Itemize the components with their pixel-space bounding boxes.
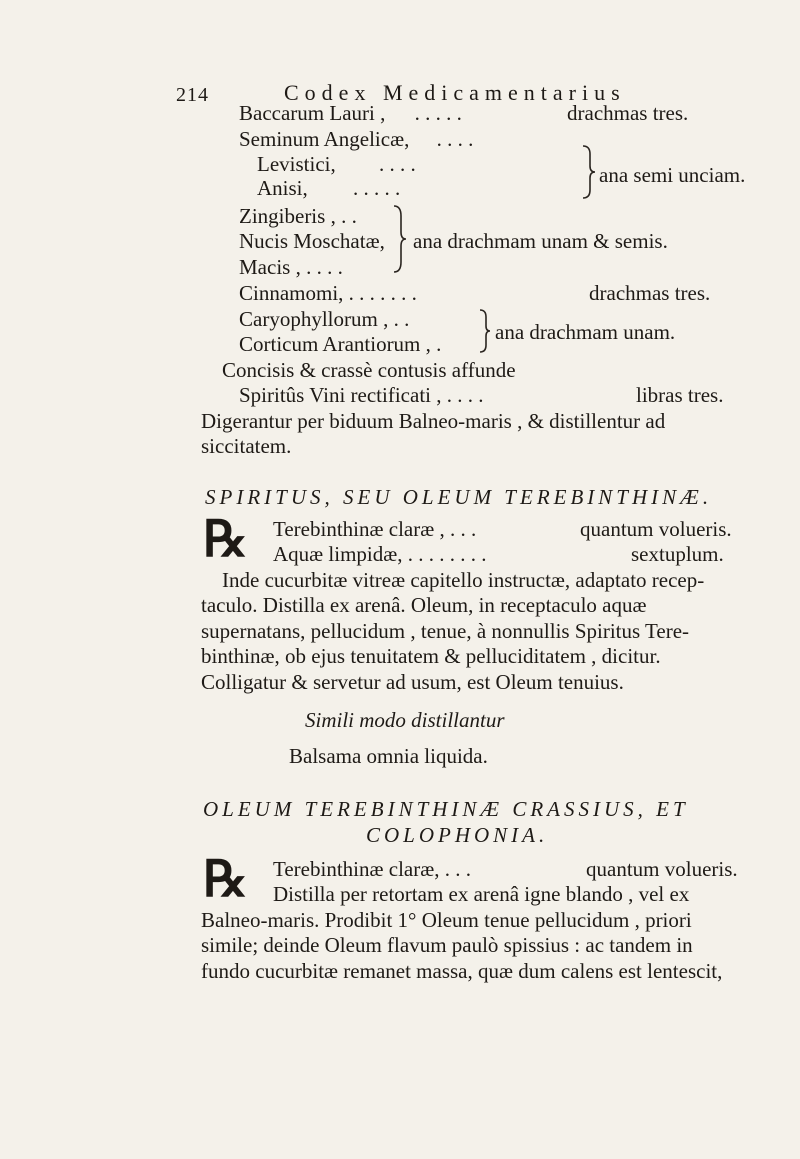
section-heading-continued: COLOPHONIA. — [366, 823, 549, 847]
ingredient-line — [257, 175, 400, 201]
ingredient-name: Aquæ limpidæ, . . . . . . . . — [273, 542, 487, 566]
dose-text: libras tres. — [636, 383, 724, 407]
paragraph-line: fundo cucurbitæ remanet massa, quæ dum calens est lentescit, — [201, 959, 723, 983]
ingredient-name: Caryophyllorum , . . — [239, 307, 410, 331]
leader-dots: . . . . . — [414, 101, 462, 125]
paragraph-line: Balsama omnia liquida. — [289, 744, 488, 768]
paragraph-line: taculo. Distilla ex arenâ. Oleum, in receptaculo aquæ — [201, 593, 647, 617]
ingredient-name: Cinnamomi, . . . . . . . — [239, 281, 417, 305]
ingredient-name: Spiritûs Vini rectificati , . . . . — [239, 383, 484, 407]
ingredient-line — [239, 126, 473, 152]
ingredient-name: Zingiberis , . . — [239, 204, 357, 228]
right-brace-icon — [479, 308, 491, 354]
running-title: Codex Medicamentarius — [284, 80, 626, 105]
dose-text: drachmas tres. — [567, 101, 689, 125]
paragraph-line: Distilla per retortam ex arenâ igne blando , vel ex — [273, 882, 690, 906]
paragraph-line: Inde cucurbitæ vitreæ capitello instructæ, adaptato recep- — [222, 568, 705, 592]
italic-note: Simili modo distillantur — [305, 708, 505, 732]
paragraph-line: supernatans, pellucidum , tenue, à nonnullis Spiritus Tere- — [201, 619, 690, 643]
paragraph-line: Balneo-maris. Prodibit 1° Oleum tenue pellucidum , priori — [201, 908, 692, 932]
ingredient-name: Terebinthinæ claræ, . . . — [273, 857, 471, 881]
leader-dots: . . . . — [436, 127, 474, 151]
leader-dots: . . . . — [378, 152, 416, 176]
ingredient-line — [239, 100, 462, 126]
leader-dots: . . . . . — [353, 176, 401, 200]
dose-text: drachmas tres. — [589, 281, 711, 305]
section-heading: SPIRITUS, SEU OLEUM TEREBINTHINÆ. — [205, 485, 713, 509]
group-dose: ana drachmam unam. — [495, 320, 676, 344]
paragraph-line: simile; deinde Oleum flavum paulò spissius : ac tandem in — [201, 933, 693, 957]
section-heading: OLEUM TEREBINTHINÆ CRASSIUS, ET — [203, 797, 689, 821]
ingredient-name: Corticum Arantiorum , . — [239, 332, 442, 356]
recipe-symbol: ℞ — [203, 509, 242, 568]
ingredient-name: Seminum Angelicæ, — [239, 127, 410, 151]
paragraph-line: Colligatur & servetur ad usum, est Oleum tenuius. — [201, 670, 624, 694]
ingredient-name: Macis , . . . . — [239, 255, 343, 279]
instruction-line: Digerantur per biduum Balneo-maris , & distillentur ad — [201, 409, 666, 433]
recipe-symbol: ℞ — [203, 849, 242, 908]
ingredient-name: Terebinthinæ claræ , . . . — [273, 517, 477, 541]
ingredient-name: Anisi, — [257, 176, 308, 200]
dose-text: quantum volueris. — [580, 517, 732, 541]
right-brace-icon — [393, 204, 407, 274]
ingredient-name: Baccarum Lauri , — [239, 101, 386, 125]
instruction-line: siccitatem. — [201, 434, 292, 458]
page-number: 214 — [176, 84, 209, 106]
ingredient-line — [257, 151, 416, 177]
ingredient-name: Nucis Moschatæ, — [239, 229, 385, 253]
right-brace-icon — [582, 144, 596, 200]
ingredient-name: Levistici, — [257, 152, 336, 176]
group-dose: ana drachmam unam & semis. — [413, 229, 668, 253]
instruction-line: Concisis & crassè contusis affunde — [222, 358, 516, 382]
paragraph-line: binthinæ, ob ejus tenuitatem & pelluciditatem , dicitur. — [201, 644, 661, 668]
dose-text: quantum volueris. — [586, 857, 738, 881]
group-dose: ana semi unciam. — [599, 163, 746, 187]
dose-text: sextuplum. — [631, 542, 724, 566]
